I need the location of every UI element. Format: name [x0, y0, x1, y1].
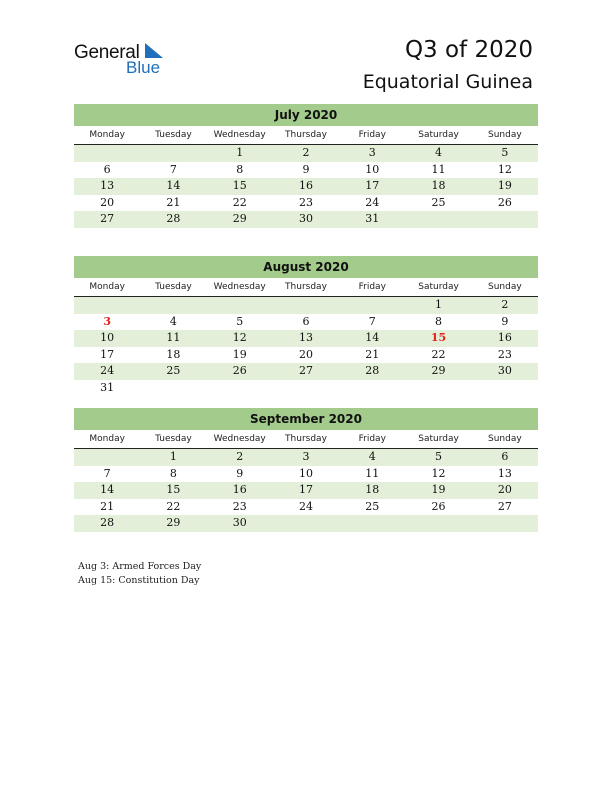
day-cell: 13 — [100, 179, 115, 193]
week-row — [74, 499, 538, 516]
day-cell: 7 — [368, 314, 376, 328]
month-august — [74, 256, 538, 397]
weekday-label: Friday — [358, 282, 386, 292]
logo-triangle-icon — [143, 43, 163, 59]
day-cell — [405, 380, 471, 397]
day-cell: 28 — [365, 364, 380, 378]
day-cell: 26 — [497, 195, 512, 209]
week-row — [74, 314, 538, 331]
weekday-label: Friday — [358, 130, 386, 140]
holiday-note: Aug 3: Armed Forces Day — [78, 561, 202, 572]
weekday-label: Sunday — [487, 434, 522, 444]
day-cell — [339, 380, 405, 397]
weekday-label: Tuesday — [155, 434, 192, 444]
day-cell: 18 — [166, 347, 181, 361]
day-cell: 5 — [435, 450, 443, 463]
day-cell: 1 — [236, 146, 244, 159]
day-cell: 11 — [365, 466, 380, 480]
weekday-label: Saturday — [418, 130, 459, 140]
day-cell: 24 — [100, 364, 115, 378]
weekday-label: Wednesday — [213, 130, 266, 140]
day-cell: 27 — [100, 212, 115, 226]
day-cell: 17 — [365, 179, 380, 193]
day-cell: 9 — [236, 466, 244, 480]
week-row — [74, 211, 538, 228]
month-title: July 2020 — [74, 104, 538, 126]
month-title: September 2020 — [74, 408, 538, 430]
day-cell — [74, 297, 140, 314]
day-cell: 19 — [232, 347, 247, 361]
day-cell: 6 — [103, 162, 111, 176]
day-cell: 18 — [431, 179, 446, 193]
day-cell: 13 — [298, 331, 313, 345]
day-cell: 5 — [236, 314, 244, 328]
day-cell: 21 — [100, 499, 115, 513]
day-cell: 12 — [497, 162, 512, 176]
week-row — [74, 297, 538, 314]
day-cell: 12 — [232, 331, 247, 345]
day-cell: 20 — [298, 347, 313, 361]
day-cell: 8 — [169, 466, 177, 480]
day-cell: 4 — [435, 146, 443, 159]
week-row — [74, 347, 538, 364]
day-cell — [405, 515, 471, 532]
day-cell — [74, 449, 140, 466]
day-cell: 19 — [431, 483, 446, 497]
day-cell: 25 — [431, 195, 446, 209]
day-cell: 9 — [302, 162, 310, 176]
day-cell: 7 — [169, 162, 177, 176]
weekday-label: Wednesday — [213, 434, 266, 444]
day-cell — [472, 211, 538, 228]
day-cell: 16 — [232, 483, 247, 497]
day-cell: 9 — [501, 314, 509, 328]
week-row — [74, 449, 538, 466]
day-cell: 10 — [298, 466, 313, 480]
day-cell: 27 — [298, 364, 313, 378]
day-cell: 22 — [232, 195, 247, 209]
day-cell: 21 — [166, 195, 181, 209]
day-cell: 14 — [365, 331, 380, 345]
day-cell: 31 — [100, 380, 115, 394]
weekday-label: Thursday — [285, 434, 327, 444]
day-cell: 6 — [501, 450, 509, 463]
week-row — [74, 330, 538, 347]
week-row — [74, 195, 538, 212]
day-cell: 29 — [232, 212, 247, 226]
week-row — [74, 162, 538, 179]
day-cell: 1 — [435, 298, 443, 311]
day-cell: 8 — [236, 162, 244, 176]
day-cell: 10 — [100, 331, 115, 345]
day-cell: 17 — [298, 483, 313, 497]
day-cell — [339, 515, 405, 532]
day-cell: 8 — [435, 314, 443, 328]
day-cell: 24 — [298, 499, 313, 513]
weekday-label: Saturday — [418, 434, 459, 444]
day-cell — [140, 380, 206, 397]
week-row — [74, 482, 538, 499]
week-row — [74, 178, 538, 195]
day-cell — [273, 297, 339, 314]
day-cell: 23 — [298, 195, 313, 209]
day-cell: 11 — [166, 331, 181, 345]
weekday-header-row — [74, 432, 538, 449]
weekday-label: Monday — [89, 282, 125, 292]
weekday-label: Wednesday — [213, 282, 266, 292]
day-cell: 3 — [368, 146, 376, 159]
day-cell: 6 — [302, 314, 310, 328]
day-cell: 2 — [236, 450, 244, 463]
day-cell — [339, 297, 405, 314]
day-cell: 30 — [298, 212, 313, 226]
holiday-day-cell: 3 — [103, 314, 111, 328]
day-cell: 17 — [100, 347, 115, 361]
week-row — [74, 515, 538, 532]
day-cell: 26 — [431, 499, 446, 513]
holiday-note: Aug 15: Constitution Day — [78, 574, 200, 586]
day-cell: 3 — [302, 450, 310, 463]
day-cell: 11 — [431, 162, 446, 176]
day-cell: 4 — [368, 450, 376, 463]
week-row — [74, 363, 538, 380]
day-cell: 10 — [365, 162, 380, 176]
day-cell: 2 — [302, 146, 310, 159]
day-cell: 16 — [298, 179, 313, 193]
week-row — [74, 466, 538, 483]
day-cell — [140, 297, 206, 314]
weekday-label: Friday — [358, 434, 386, 444]
day-cell: 31 — [365, 212, 380, 226]
day-cell: 2 — [501, 298, 509, 311]
day-cell: 23 — [232, 499, 247, 513]
day-cell — [273, 515, 339, 532]
day-cell — [405, 211, 471, 228]
day-cell: 26 — [232, 364, 247, 378]
day-cell: 19 — [497, 179, 512, 193]
day-cell — [207, 380, 273, 397]
day-cell — [472, 380, 538, 397]
day-cell: 4 — [169, 314, 177, 328]
day-cell: 16 — [497, 331, 512, 345]
week-row — [74, 380, 538, 397]
day-cell — [74, 145, 140, 162]
day-cell: 1 — [169, 450, 177, 463]
weekday-label: Monday — [89, 434, 125, 444]
weekday-label: Tuesday — [155, 130, 192, 140]
day-cell — [207, 297, 273, 314]
day-cell: 30 — [232, 516, 247, 530]
day-cell: 7 — [103, 466, 111, 480]
day-cell: 20 — [100, 195, 115, 209]
day-cell — [273, 380, 339, 397]
day-cell: 20 — [497, 483, 512, 497]
day-cell: 15 — [166, 483, 181, 497]
page-subtitle: Equatorial Guinea — [362, 71, 533, 93]
day-cell — [472, 515, 538, 532]
day-cell: 28 — [166, 212, 181, 226]
day-cell: 14 — [166, 179, 181, 193]
weekday-label: Tuesday — [155, 282, 192, 292]
day-cell: 15 — [232, 179, 247, 193]
day-cell: 22 — [431, 347, 446, 361]
day-cell: 18 — [365, 483, 380, 497]
weekday-label: Sunday — [487, 130, 522, 140]
weekday-label: Thursday — [285, 130, 327, 140]
day-cell: 23 — [497, 347, 512, 361]
weekday-label: Sunday — [487, 282, 522, 292]
weekday-label: Monday — [89, 130, 125, 140]
weekday-label: Thursday — [285, 282, 327, 292]
day-cell: 5 — [501, 146, 509, 159]
week-row — [74, 145, 538, 162]
day-cell: 12 — [431, 466, 446, 480]
day-cell: 24 — [365, 195, 380, 209]
day-cell: 30 — [497, 364, 512, 378]
day-cell: 25 — [365, 499, 380, 513]
holiday-day-cell: 15 — [430, 331, 447, 345]
logo-text-blue: Blue — [126, 58, 161, 77]
page-title: Q3 of 2020 — [404, 37, 533, 63]
generalblue-logo — [74, 42, 174, 78]
month-title: August 2020 — [74, 256, 538, 278]
day-cell: 14 — [100, 483, 115, 497]
day-cell: 27 — [497, 499, 512, 513]
day-cell — [140, 145, 206, 162]
day-cell: 21 — [365, 347, 380, 361]
day-cell: 25 — [166, 364, 181, 378]
month-july — [74, 104, 538, 228]
weekday-header-row — [74, 128, 538, 145]
month-september — [74, 408, 538, 532]
day-cell: 28 — [100, 516, 115, 530]
holiday-notes — [78, 560, 201, 587]
day-cell: 22 — [166, 499, 181, 513]
day-cell: 29 — [166, 516, 181, 530]
logo-text-general: General — [74, 42, 140, 63]
weekday-label: Saturday — [418, 282, 459, 292]
day-cell: 13 — [497, 466, 512, 480]
day-cell: 29 — [431, 364, 446, 378]
weekday-header-row — [74, 280, 538, 297]
